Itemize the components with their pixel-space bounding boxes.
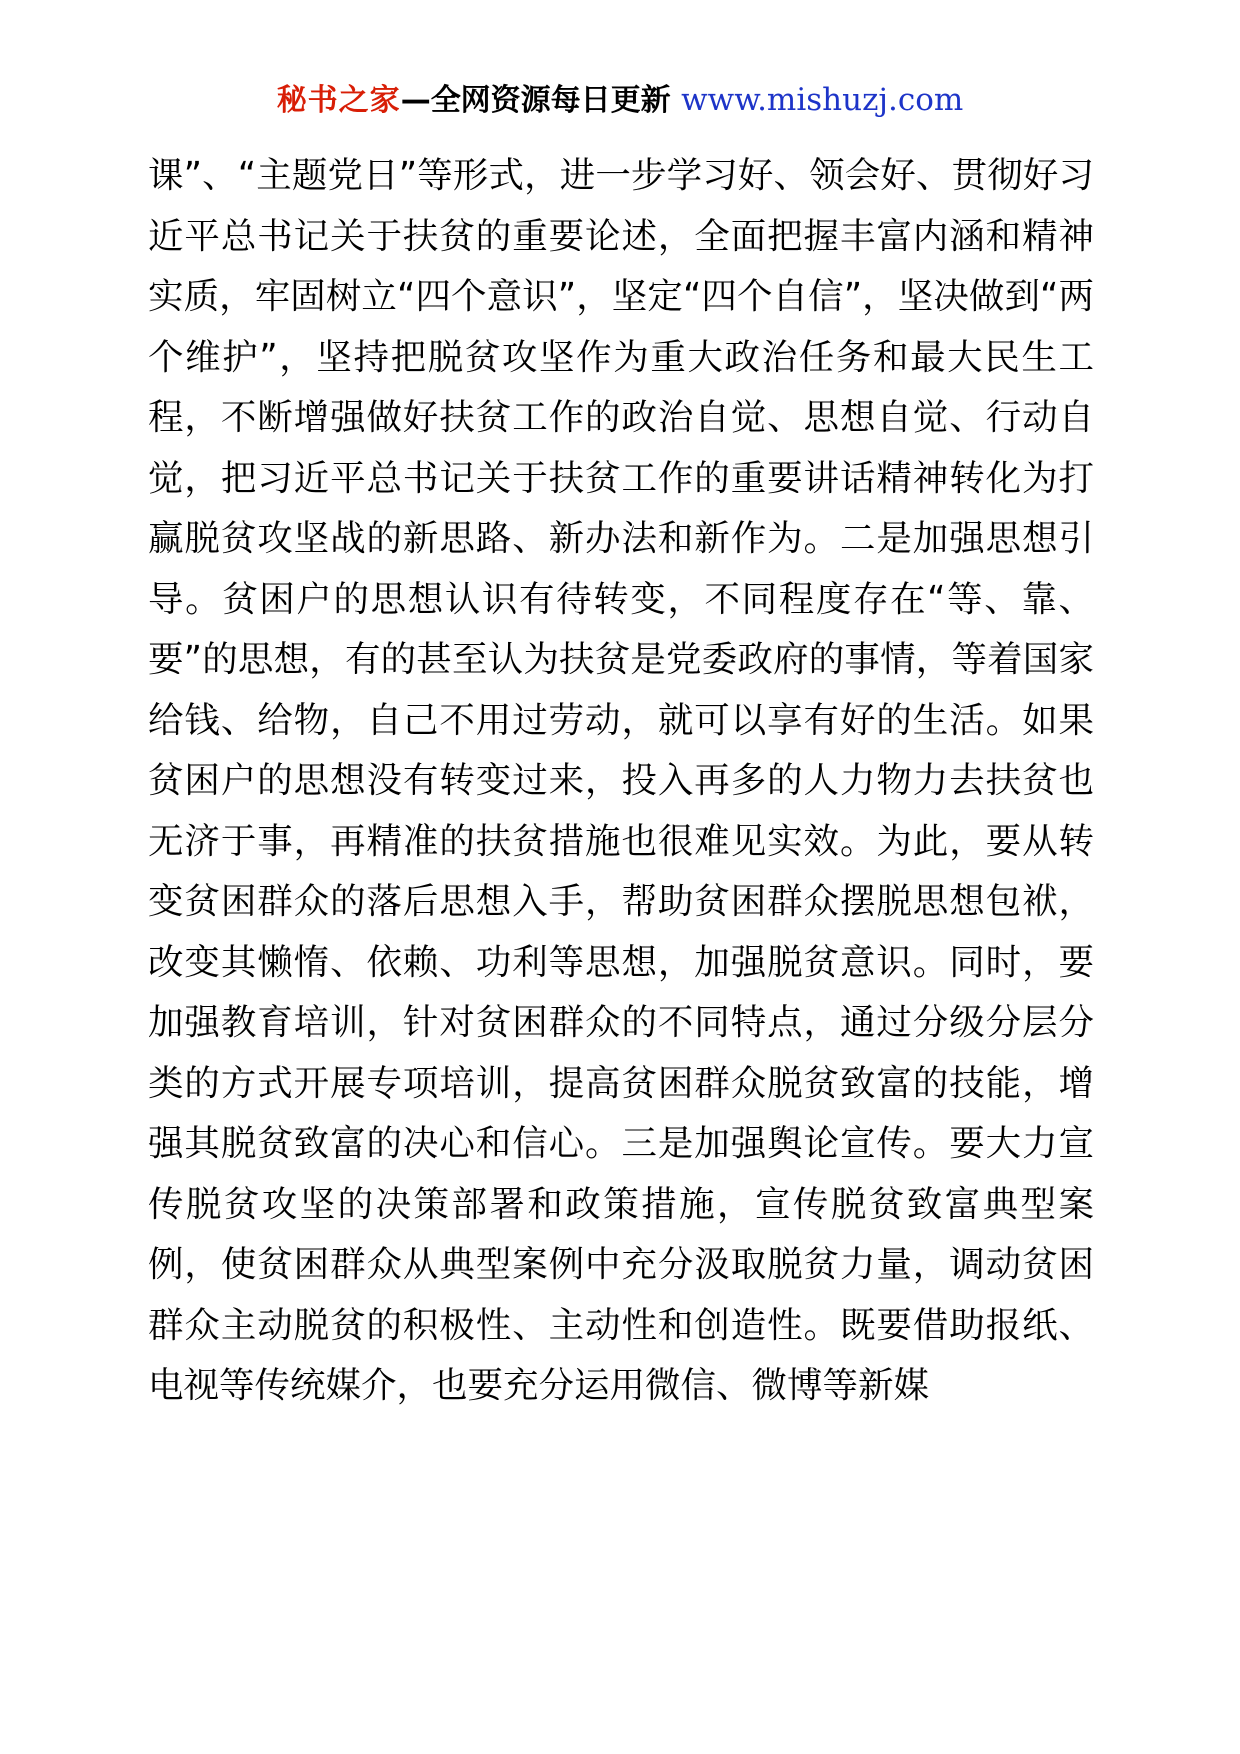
document-body-paragraph: 课”、“主题党日”等形式，进一步学习好、领会好、贯彻好习近平总书记关于扶贫的重要论述，全面把握丰富内涵和精神实质，牢固树立“四个意识”，坚定“四个自信”，坚决做到“两个维护”，坚持把脱贫攻坚作为重大政治任务和最大民生工程，不断增强做好扶贫工作的政治自觉、思想自觉、行动自觉，把习近平总书记关于扶贫工作的重要讲话精神转化为打赢脱贫攻坚战的新思路、新办法和新作为。二是加强思想引导。贫困户的思想认识有待转变，不同程度存在“等、靠、要”的思想，有的甚至认为扶贫是党委政府的事情，等着国家给钱、给物，自己不用过劳动，就可以享有好的生活。如果贫困户的思想没有转变过来，投入再多的人力物力去扶贫也无济于事，再精准的扶贫措施也很难见实效。为此，要从转变贫困群众的落后思想入手，帮助贫困群众摆脱思想包袱，改变其懒惰、依赖、功利等思想，加强脱贫意识。同时，要加强教育培训，针对贫困群众的不同特点，通过分级分层分类的方式开展专项培训，提高贫困群众脱贫致富的技能，增强其脱贫致富的决心和信心。三是加强舆论宣传。要大力宣传脱贫攻坚的决策部署和政策措施，宣传脱贫致富典型案例，使贫困群众从典型案例中充分汲取脱贫力量，调动贫困群众主动脱贫的积极性、主动性和创造性。既要借助报纸、电视等传统媒介，也要充分运用微信、微博等新媒: [148, 155, 1094, 1406]
site-watermark-header: [0, 82, 1240, 119]
site-url[interactable]: www.mishuzj.com: [681, 82, 964, 118]
site-tagline: —全网资源每日更新: [400, 83, 682, 118]
site-brand-name: 秘书之家: [276, 83, 401, 118]
